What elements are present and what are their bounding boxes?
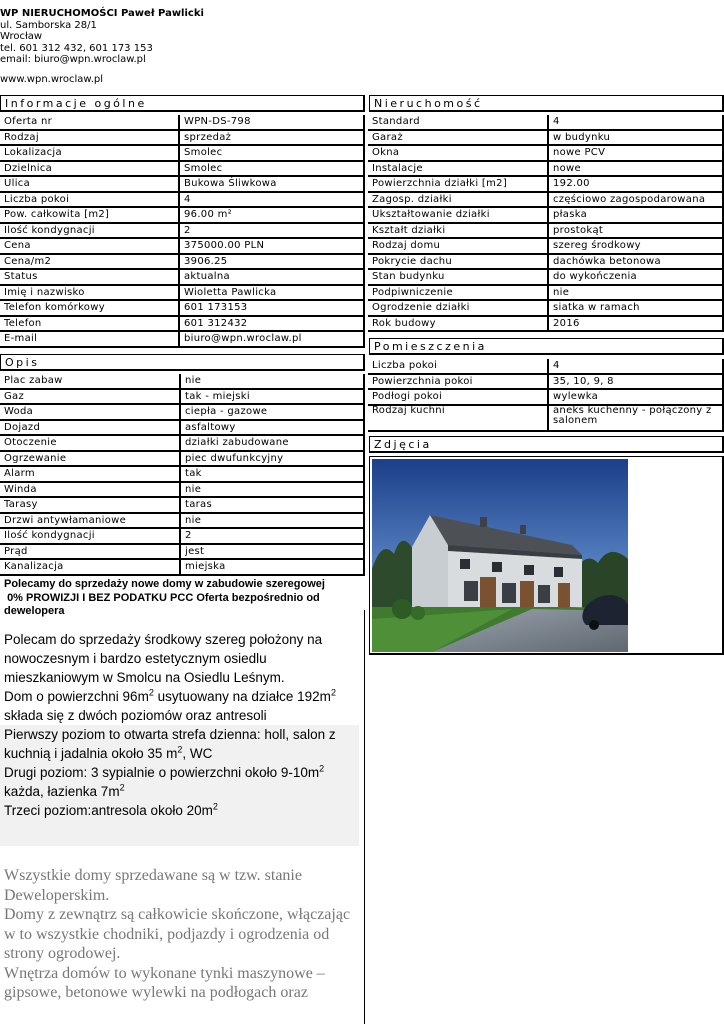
- table-row: [368, 224, 724, 240]
- table-row: [0, 483, 365, 499]
- row-label: Rodzaj: [0, 131, 180, 147]
- row-value: 601 312432: [180, 317, 365, 333]
- row-value: Wioletta Pawlicka: [180, 286, 365, 302]
- row-label: Ilość kondygnacji: [0, 529, 181, 545]
- row-label: Rok budowy: [368, 317, 549, 333]
- row-value: nowe PCV: [549, 146, 724, 162]
- row-value: szereg środkowy: [549, 239, 724, 255]
- table-row: [0, 177, 365, 193]
- row-label: Ulica: [0, 177, 180, 193]
- table-row: [368, 177, 724, 193]
- property-table: [368, 115, 724, 332]
- row-label: Woda: [0, 405, 181, 421]
- row-label: Stan budynku: [368, 270, 549, 286]
- row-label: Status: [0, 270, 180, 286]
- row-value: 2: [181, 529, 365, 545]
- row-label: Tarasy: [0, 498, 181, 514]
- row-value: piec dwufunkcyjny: [181, 452, 365, 468]
- table-row: [0, 255, 365, 271]
- desc-levels-block: [0, 725, 359, 846]
- company-phone: tel. 601 312 432, 601 173 153: [0, 42, 153, 54]
- table-row: [368, 115, 724, 131]
- row-value: dachówka betonowa: [549, 255, 724, 271]
- desc-paragraph-2: Dom o powierzchni $96m^2$ usytuowany na działce $192m^2$ składa się z dwóch poziomów oraz antresoli: [4, 687, 336, 723]
- row-value: 601 173153: [180, 301, 365, 317]
- row-value: działki zabudowane: [181, 436, 365, 452]
- company-street: ul. Samborska 28/1: [0, 19, 97, 31]
- table-row: [0, 131, 365, 147]
- row-value: tak - miejski: [181, 390, 365, 406]
- table-row: [368, 286, 724, 302]
- row-label: Podłogi pokoi: [368, 390, 549, 406]
- row-value: 192.00: [549, 177, 724, 193]
- row-value: 3906.25: [180, 255, 365, 271]
- table-row: [368, 406, 724, 432]
- row-value: 2016: [549, 317, 724, 333]
- company-name: WP NIERUCHOMOŚCI Paweł Pawlicki: [0, 8, 204, 19]
- company-website[interactable]: www.wpn.wroclaw.pl: [0, 73, 103, 85]
- row-label: Drzwi antywłamaniowe: [0, 514, 181, 530]
- desc-level-3: Trzeci poziom:antresola około $20m^2$: [4, 801, 218, 818]
- column-divider: [364, 610, 365, 1024]
- table-row: [0, 224, 365, 240]
- table-row: [368, 270, 724, 286]
- table-row: [0, 498, 365, 514]
- row-label: Garaż: [368, 131, 549, 147]
- row-value: asfaltowy: [181, 421, 365, 437]
- row-value: w budynku: [549, 131, 724, 147]
- row-value: tak: [181, 467, 365, 483]
- row-label: Kształt działki: [368, 224, 549, 240]
- table-row: [368, 317, 724, 333]
- row-value: aktualna: [180, 270, 365, 286]
- table-row: [0, 421, 365, 437]
- table-row: [0, 405, 365, 421]
- row-label: Powierzchnia pokoi: [368, 375, 549, 391]
- company-city: Wrocław: [0, 31, 43, 42]
- table-row: [0, 332, 365, 348]
- row-label: Kanalizacja: [0, 560, 181, 576]
- row-label: Ukształtowanie działki: [368, 208, 549, 224]
- section-title-general: Informacje ogólne: [0, 95, 365, 112]
- row-label: Telefon komórkowy: [0, 301, 180, 317]
- row-value: biuro@wpn.wroclaw.pl: [180, 332, 365, 348]
- row-label: Ilość kondygnacji: [0, 224, 180, 240]
- row-value: 4: [549, 115, 724, 131]
- developer-state-text: [4, 866, 364, 1003]
- row-value: sprzedaż: [180, 131, 365, 147]
- table-row: [0, 193, 365, 209]
- row-value: nie: [181, 374, 365, 390]
- row-label: Rodzaj domu: [368, 239, 549, 255]
- row-label: Zagosp. działki: [368, 193, 549, 209]
- section-title-property: Nieruchomość: [369, 95, 724, 112]
- row-label: Prąd: [0, 545, 181, 561]
- row-label: Pow. całkowita [m2]: [0, 208, 180, 224]
- row-label: Cena/m2: [0, 255, 180, 271]
- desc-level-1: Pierwszy poziom to otwarta strefa dzienna: holl, salon z kuchnią i jadalnia około 35 $m^2$, WC: [4, 727, 336, 761]
- table-row: [0, 115, 365, 131]
- row-value: taras: [181, 498, 365, 514]
- row-value: nie: [181, 483, 365, 499]
- section-title-photos: Zdjęcia: [369, 436, 724, 453]
- row-value: nie: [181, 514, 365, 530]
- row-label: Liczba pokoi: [0, 193, 180, 209]
- property-photo[interactable]: [372, 459, 628, 652]
- general-info-table: [0, 115, 365, 348]
- table-row: [368, 193, 724, 209]
- row-label: Gaz: [0, 390, 181, 406]
- row-label: Pokrycie dachu: [368, 255, 549, 271]
- table-row: [0, 560, 365, 576]
- row-label: Dojazd: [0, 421, 181, 437]
- table-row: [0, 514, 365, 530]
- table-row: [368, 146, 724, 162]
- row-label: Imię i nazwisko: [0, 286, 180, 302]
- desc-level-2: Drugi poziom: 3 sypialnie o powierzchni około $9-10m^2$ każda, łazienka $7m^2$: [4, 763, 325, 799]
- row-value: Smolec: [180, 162, 365, 178]
- section-title-description: Opis: [0, 354, 365, 371]
- row-value: nie: [549, 286, 724, 302]
- row-value: częściowo zagospodarowana: [549, 193, 724, 209]
- row-label: Lokalizacja: [0, 146, 180, 162]
- table-row: [368, 301, 724, 317]
- promo-text: [4, 578, 359, 619]
- table-row: [0, 390, 365, 406]
- table-row: [0, 162, 365, 178]
- table-row: [0, 270, 365, 286]
- row-label: Ogrzewanie: [0, 452, 181, 468]
- table-row: [0, 436, 365, 452]
- row-value: ciepła - gazowe: [181, 405, 365, 421]
- row-value: 35, 10, 9, 8: [549, 375, 724, 391]
- row-value: 4: [180, 193, 365, 209]
- table-row: [0, 545, 365, 561]
- row-label: Podpiwniczenie: [368, 286, 549, 302]
- table-row: [0, 529, 365, 545]
- serif-paragraph-3: Wnętrza domów to wykonane tynki maszynowe – gipsowe, betonowe wylewki na podłogach oraz: [4, 964, 325, 1001]
- table-row: [368, 390, 724, 406]
- row-value: miejska: [181, 560, 365, 576]
- row-label: Ogrodzenie działki: [368, 301, 549, 317]
- table-row: [368, 375, 724, 391]
- row-value: 375000.00 PLN: [180, 239, 365, 255]
- table-row: [368, 239, 724, 255]
- promo-line-1: Polecamy do sprzedaży nowe domy w zabudowie szeregowej: [4, 578, 325, 590]
- row-label: Otoczenie: [0, 436, 181, 452]
- row-label: Winda: [0, 483, 181, 499]
- row-label: Dzielnica: [0, 162, 180, 178]
- promo-line-2: 0% PROWIZJI I BEZ PODATKU PCC Oferta bezpośrednio od dewelopera: [4, 591, 323, 617]
- table-row: [368, 359, 724, 375]
- serif-paragraph-2: Domy z zewnątrz są całkowicie skończone, włączając w to wszystkie chodniki, podjazdy i ogrodzenia od strony ogrodowej.: [4, 906, 351, 962]
- company-email: email: biuro@wpn.wroclaw.pl: [0, 54, 146, 65]
- row-label: Instalacje: [368, 162, 549, 178]
- table-row: [368, 131, 724, 147]
- table-row: [0, 286, 365, 302]
- row-label: Standard: [368, 115, 549, 131]
- table-row: [368, 162, 724, 178]
- table-row: [0, 146, 365, 162]
- row-value: do wykończenia: [549, 270, 724, 286]
- row-value: 4: [549, 359, 724, 375]
- table-row: [0, 317, 365, 333]
- row-value: Smolec: [180, 146, 365, 162]
- row-value: wylewka: [549, 390, 724, 406]
- row-value: nowe: [549, 162, 724, 178]
- row-label: Rodzaj kuchni: [368, 406, 549, 432]
- row-label: E-mail: [0, 332, 180, 348]
- desc-paragraph-1: Polecam do sprzedaży środkowy szereg położony na nowoczesnym i bardzo estetycznym osiedlu mieszkaniowym w Smolcu na Osiedlu Leśnym.: [4, 632, 323, 685]
- row-label: Liczba pokoi: [368, 359, 549, 375]
- row-value: jest: [181, 545, 365, 561]
- table-row: [0, 301, 365, 317]
- serif-paragraph-1: Wszystkie domy sprzedawane są w tzw. stanie Deweloperskim.: [4, 867, 302, 904]
- row-value: aneks kuchenny - połączony z salonem: [549, 406, 724, 432]
- table-row: [0, 374, 365, 390]
- row-value: Bukowa Śliwkowa: [180, 177, 365, 193]
- table-row: [0, 452, 365, 468]
- company-header: [0, 8, 300, 85]
- row-label: Alarm: [0, 467, 181, 483]
- row-label: Plac zabaw: [0, 374, 181, 390]
- row-value: 2: [180, 224, 365, 240]
- row-value: prostokąt: [549, 224, 724, 240]
- row-label: Powierzchnia działki [m2]: [368, 177, 549, 193]
- row-label: Okna: [368, 146, 549, 162]
- table-row: [368, 208, 724, 224]
- row-value: WPN-DS-798: [180, 115, 365, 131]
- rooms-table: [368, 359, 724, 432]
- row-value: siatka w ramach: [549, 301, 724, 317]
- row-label: Cena: [0, 239, 180, 255]
- description-table: [0, 374, 365, 576]
- row-value: 96.00 m²: [180, 208, 365, 224]
- table-row: [0, 239, 365, 255]
- table-row: [0, 467, 365, 483]
- section-title-rooms: Pomieszczenia: [369, 338, 724, 355]
- row-label: Telefon: [0, 317, 180, 333]
- description-body: [4, 630, 359, 846]
- row-label: Oferta nr: [0, 115, 180, 131]
- table-row: [368, 255, 724, 271]
- row-value: płaska: [549, 208, 724, 224]
- table-row: [0, 208, 365, 224]
